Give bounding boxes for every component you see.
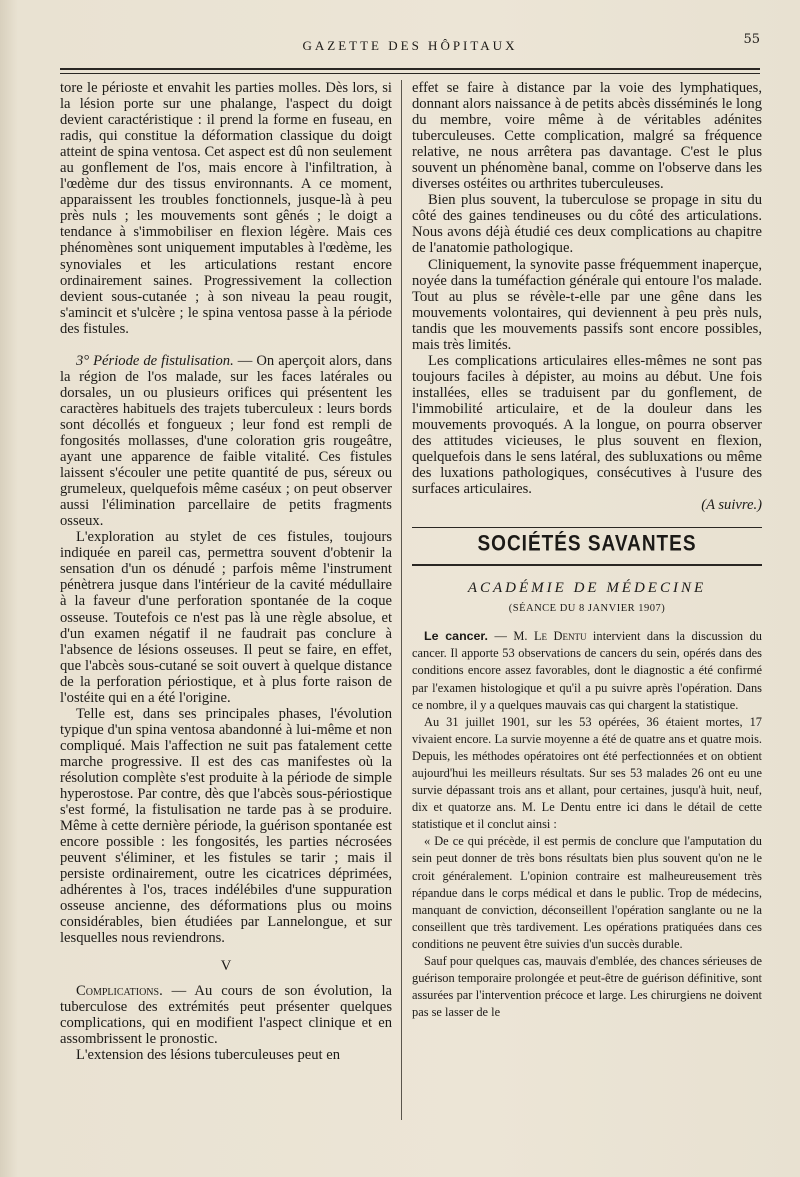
paragraph: Au 31 juillet 1901, sur les 53 opérées, 36 étaient mortes, 17 vivaient encore. La survie moyenne a été de quatre ans et quatre mois. Depuis, les méthodes opératoires ont été perfectionnées et on obtient aujourd'hui les meilleurs résultats. Sur ses 53 malades 26 ont eu une survie dépassant trois ans et allant, pour certaines, jusqu'à huit, neuf, dix et quatorze ans. M. Le Dentu entre ici dans le détail de cette statistique et il conclut ainsi :: [412, 714, 762, 832]
page-header: [60, 30, 760, 66]
to-be-continued: (A suivre.): [701, 497, 762, 514]
section-numeral: V: [220, 958, 232, 975]
academy-report: [412, 628, 762, 1021]
page-number: 55: [743, 32, 760, 47]
right-column: [412, 80, 762, 1021]
paragraph: Cliniquement, la synovite passe fréquemment inaperçue, noyée dans la tuméfaction générale qui entoure l'os malade. Tout au plus se révèle-t-elle par une gêne dans les mouvements volontaires, qui deviennent à peu près nuls, tandis que les mouvements passifs sont encore possibles, mais très limités.: [412, 256, 762, 353]
section-rule: [412, 527, 762, 528]
paragraph: Bien plus souvent, la tuberculose se propage in situ du côté des gaines tendineuses ou du côté des articulations. Nous avons déjà étudié ces deux complications au chapitre de l'anatomie pathologique.: [412, 192, 762, 257]
paragraph: Sauf pour quelques cas, mauvais d'emblée, des chances sérieuses de guérison temporaire prolongée et peut-être de guérison définitive, sont assurées par l'intervention précoce et large. Les chirurgiens ne doivent pas se lasser de le: [412, 954, 762, 1020]
subheading: 3° Période de fistulisation.: [76, 352, 234, 369]
header-rule: [60, 68, 760, 74]
academy-title: ACADÉMIE DE MÉDECINE: [467, 580, 707, 597]
paragraph: tore le périoste et envahit les parties molles. Dès lors, si la lésion porte sur une phalange, l'aspect du doigt devient caractéristique : il prend la forme en fuseau, en radis, qui constitue la déformation classique du doigt atteint de spina ventosa. Cet aspect est dû non seulement au gonflement de l'os, mais encore à l'infiltration, à l'œdème dur des tissus environnants. A ce moment, apparaissent les troubles fonctionnels, jusque-là à peu près nuls ; les mouvements sont gênés ; le doigt a tendance à s'immobiliser en flexion légère. Mais ces phénomènes sont uniquement imputables à l'œdème, les synoviales et les articulations restant encore ordinairement saines. Progressivement la collection devient sous-cutanée ; à son niveau la peau rougit, s'amincit et s'ulcère ; le spina ventosa passe à la période des fistules.: [60, 80, 392, 337]
section-title: SOCIÉTÉS SAVANTES: [477, 532, 697, 557]
journal-title: GAZETTE DES HÔPITAUX: [302, 38, 518, 53]
column-divider: [401, 80, 402, 1120]
quotation: « De ce qui précède, il est permis de conclure que l'amputation du sein peut donner de très bons résultats bien plus souvent qu'on ne le croit généralement. L'opinion contraire est malheureusement très répandue dans le corps médical et dans le public. Trop de médecins, manquant de conviction, déconseillent l'opération sanglante ou ne la conseillent que très tardivement. Les opérations pratiquées dans ces conditions ne peuvent être suivies d'un succès durable.: [412, 834, 762, 951]
paragraph: Le cancer. — M. Le Dentu intervient dans la discussion du cancer. Il apporte 53 observations de cancers du sein, opérés dans des conditions encore assez favorables, dont le diagnostic a été confirmé par l'examen histologique et qu'il a pu suivre après l'opération. Dans ce nombre, il y a quelques mauvais cas qui chargent la statistique.: [412, 629, 762, 712]
subheading: Complications.: [76, 982, 163, 999]
paragraph: effet se faire à distance par la voie des lymphatiques, donnant alors naissance à de petits abcès disséminés le long du membre, voire même à de véritables adénites tuberculeuses. Cette complication, malgré sa fréquence relative, ne nous arrêtera pas davantage. C'est le plus souvent un phénomène banal, comme on l'observe dans les diverses ostéites ou arthrites tuberculeuses.: [412, 80, 762, 193]
paragraph: L'exploration au stylet de ces fistules, toujours indiquée en pareil cas, permettra souvent d'obtenir la sensation d'un os dénudé ; parfois même l'instrument pénètrera jusque dans l'intérieur de la cavité médullaire à la faveur d'une perforation spontanée de la coque osseuse. Toutefois ce n'est pas là une règle absolue, et d'un examen négatif il ne faudrait pas conclure à l'absence de lésions osseuses. Il peut se faire, en effet, que l'abcès sous-cutané se soit ouvert à quelque distance de la perforation périostique, et à plus forte raison de l'ostéite qui en a été l'origine.: [60, 529, 392, 706]
paragraph: L'extension des lésions tuberculeuses peut en: [76, 1046, 341, 1063]
paragraph: Les complications articulaires elles-mêmes ne sont pas toujours faciles à dépister, au moins au début. Une fois installées, elles se traduisent par du gonflement, de l'immobilité articulaire, et de la douleur dans les mouvements provoqués. A la longue, on pourra observer des attitudes vicieuses, le plus souvent en flexion, quelquefois dans le sens latéral, des subluxations ou même des luxations pathologiques, consécutives à l'usure des surfaces articulaires.: [412, 352, 762, 498]
author-name: Le Dentu: [533, 629, 587, 644]
section-rule: [412, 564, 762, 566]
paragraph: 3° Période de fistulisation. — On aperçoit alors, dans la région de l'os malade, sur les faces latérales ou dorsales, un ou plusieurs orifices qui présentent les caractères habituels des trajets tuberculeux : leurs bords sont décollés et fongueux ; leur fond est rempli de fongosités mollasses, d'une coloration gris rougeâtre, ayant une apparence de faible vitalité. Ces fistules laissent s'écouler une petite quantité de pus, séreux ou grumeleux, quelquefois même caséux ; on peut observer aussi l'élimination parcellaire de petits fragments osseux.: [60, 352, 392, 530]
paragraph: Complications. — Au cours de son évolution, la tuberculose des extrémités peut présenter quelques complications, qui en modifient l'aspect clinique et en assombrissent le pronostic.: [60, 982, 392, 1047]
left-column: [60, 80, 392, 1063]
paragraph: Telle est, dans ses principales phases, l'évolution typique d'un spina ventosa abandonné à lui-même et non compliqué. Mais l'affection ne suit pas fatalement cette marche progressive. Il est des cas manifestes où la résolution complète s'est produite à la période de simple hyperostose. Par contre, dès que l'abcès sous-périostique s'est formé, la fistulisation ne tarde pas à se produire. Même à cette dernière période, la guérison spontanée est encore possible : les fongosités, les parties nécrosées peuvent s'éliminer, et les fistules se tarir ; mais il persiste ordinairement, outre les cicatrices déprimées, adhérentes à l'os, traces indélébiles d'une suppuration osseuse ancienne, des déformations plus ou moins considérables, bien étudiées par Lannelongue, et sur lesquelles nous reviendrons.: [60, 705, 392, 947]
topic-heading: Le cancer.: [424, 629, 488, 644]
session-date: (SÉANCE DU 8 JANVIER 1907): [508, 603, 666, 615]
